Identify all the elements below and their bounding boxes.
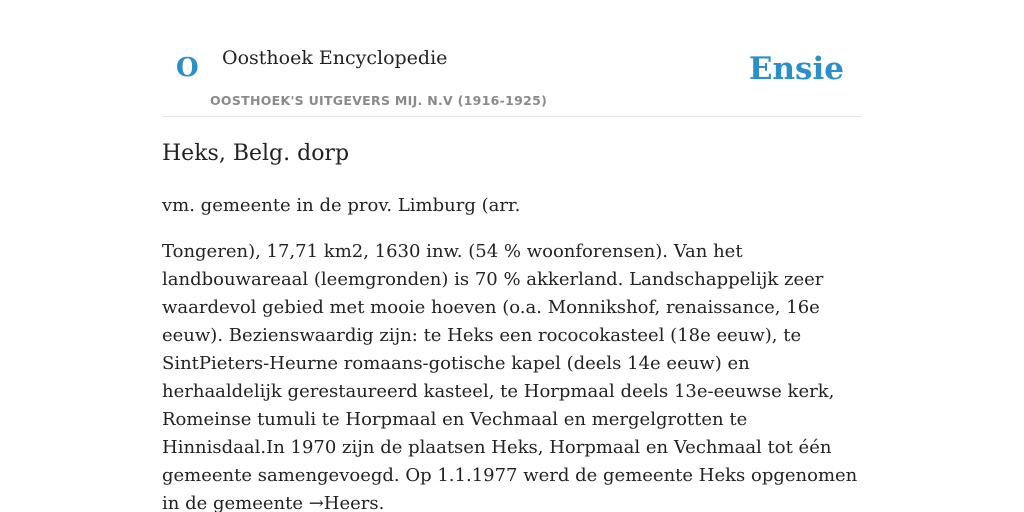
publisher-logo[interactable]: O bbox=[176, 53, 199, 83]
publication-title[interactable]: Oosthoek Encyclopedie bbox=[222, 47, 448, 69]
article bbox=[162, 136, 862, 512]
site-header bbox=[162, 0, 862, 117]
article-paragraph-intro: vm. gemeente in de prov. Limburg (arr. bbox=[162, 195, 521, 216]
article-paragraph-body: Tongeren), 17,71 km2, 1630 inw. (54 % woonforensen). Van het landbouwareaal (leemgronden) is 70 % akkerland. Landschappelijk zeer waardevol gebied met mooie hoeven (o.a. Monnikshof, renaissance, 16e eeuw). Bezienswaardig zijn: te Heks een rococokasteel (18e eeuw), te SintPieters-Heurne romaans-gotische kapel (deels 14e eeuw) en herhaaldelijk gerestaureerd kasteel, te Horpmaal deels 13e-eeuwse kerk, Romeinse tumuli te Horpmaal en Vechmaal en mergelgrotten te Hinnisdaal.In 1970 zijn de plaatsen Heks, Horpmaal en Vechmaal tot één gemeente samengevoegd. Op 1.1.1977 werd de gemeente Heks opgenomen in de gemeente →Heers. bbox=[162, 241, 858, 512]
publisher-subtitle: OOSTHOEK'S UITGEVERS MIJ. N.V (1916-1925) bbox=[210, 93, 548, 108]
ensie-logo[interactable]: Ensie bbox=[748, 51, 844, 87]
article-title: Heks, Belg. dorp bbox=[162, 141, 350, 166]
